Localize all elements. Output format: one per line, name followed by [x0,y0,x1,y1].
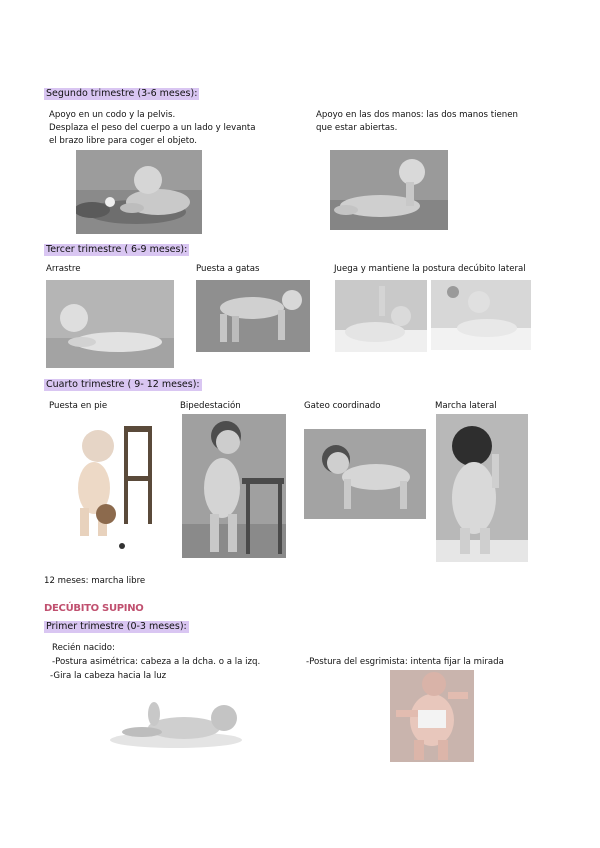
photo-baby-coordinated-crawl [304,429,426,519]
photo-baby-side-lying-1 [335,280,427,352]
text-line: que estar abiertas. [316,123,398,133]
text-12-meses: 12 meses: marcha libre [44,576,146,586]
photo-baby-prone-elbow-support [76,150,202,234]
photo-baby-pulling-to-stand [64,416,158,558]
segundo-left-text [49,109,256,148]
text-postura-asimetrica: -Postura asimétrica: cabeza a la dcha. o a la izq. [52,657,261,667]
text-line: Desplaza el peso del cuerpo a un lado y levanta [49,123,256,133]
photo-baby-standing-at-table [182,414,286,558]
section-title-decubito-supino: DECÚBITO SUPINO [44,603,144,614]
caption-puesta-a-gatas: Puesta a gatas [196,264,260,274]
heading-segundo-trimestre: Segundo trimestre (3-6 meses): [46,88,198,99]
caption-bipedestacion: Bipedestación [180,401,241,411]
photo-baby-on-all-fours [196,280,310,352]
text-gira-cabeza: -Gira la cabeza hacia la luz [50,671,167,681]
photo-baby-cruising-lateral [436,414,528,562]
text-line: Apoyo en un codo y la pelvis. [49,110,176,120]
heading-tercer-trimestre: Tercer trimestre ( 6-9 meses): [46,244,188,255]
text-line: Apoyo en las dos manos: las dos manos tienen [316,110,518,120]
text-postura-esgrimista: -Postura del esgrimista: intenta fijar la mirada [306,657,504,667]
photo-newborn-fencing-posture [390,670,474,762]
segundo-right-text [316,109,518,135]
text-line: el brazo libre para coger el objeto. [49,136,197,146]
caption-puesta-en-pie: Puesta en pie [49,401,108,411]
heading-cuarto-trimestre: Cuarto trimestre ( 9- 12 meses): [46,379,200,390]
heading-primer-trimestre: Primer trimestre (0-3 meses): [46,621,187,632]
text-recien-nacido: Recién nacido: [52,643,115,653]
photo-baby-prone-hands-support [330,150,448,230]
caption-marcha-lateral: Marcha lateral [435,401,497,411]
photo-baby-side-lying-2 [431,280,531,350]
caption-decubito-lateral: Juega y mantiene la postura decúbito lateral [334,264,526,274]
photo-baby-crawling-arrastre [46,280,174,368]
caption-gateo-coordinado: Gateo coordinado [304,401,381,411]
photo-newborn-supine [106,694,246,752]
caption-arrastre: Arrastre [46,264,81,274]
